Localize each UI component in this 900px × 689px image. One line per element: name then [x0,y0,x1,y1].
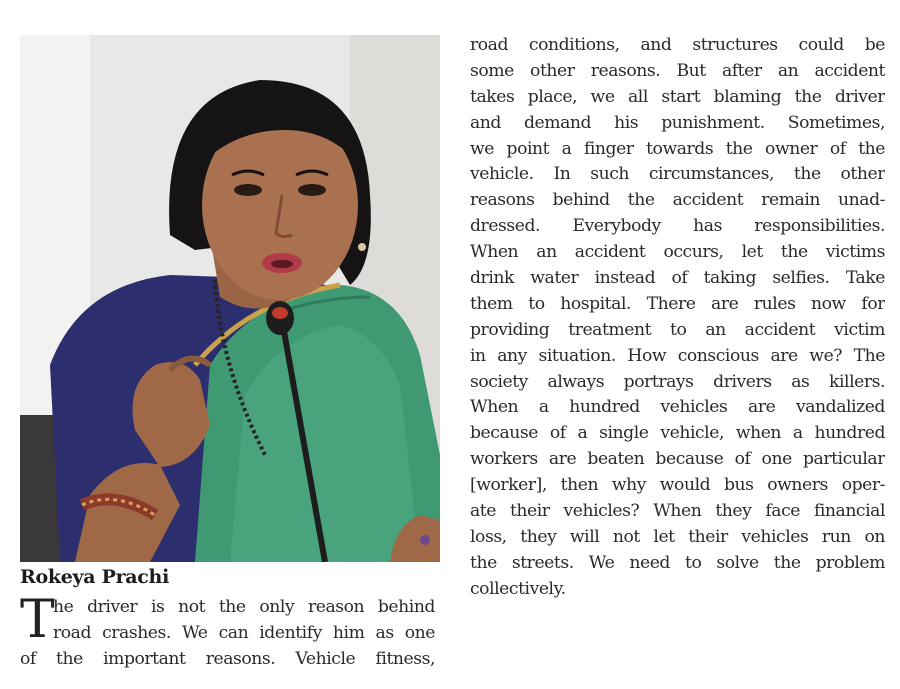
article-line: When a hundred vehicles are vandalized [470,397,885,418]
article-line: in any situation. How conscious are we? The [470,345,885,366]
article-line: ate their vehicles? When they face financial [470,501,885,522]
speaker-photo [20,35,440,562]
article-line: takes place, we all start blaming the driver [470,86,885,107]
article-column-left [20,590,435,673]
article-line: When an accident occurs, let the victims [470,242,885,263]
article-line: he driver is not the only reason behind [53,597,435,617]
article-column-right [470,33,885,603]
article-line: loss, they will not let their vehicles run on [470,526,885,547]
article-line: some other reasons. But after an accident [470,60,885,81]
article-line: road crashes. We can identify him as one [53,622,435,643]
article-line: vehicle. In such circumstances, the other [470,164,885,185]
article-line: and demand his punishment. Sometimes, [470,112,885,133]
article-line: them to hospital. There are rules now for [470,293,885,314]
article-line: workers are beaten because of one particular [470,449,885,470]
speaker-name: Rokeya Prachi [20,566,169,588]
article-line: dressed. Everybody has responsibilities. [470,216,885,237]
article-line: because of a single vehicle, when a hundred [470,423,885,444]
article-line: we point a finger towards the owner of the [470,138,885,159]
drop-cap: T [20,590,55,650]
article-line: society always portrays drivers as killers. [470,371,885,392]
speaker-photo-illustration [20,35,440,562]
article-line: road conditions, and structures could be [470,35,885,55]
article-line: reasons behind the accident remain unad- [470,190,885,211]
article-line: collectively. [470,578,566,599]
article-line: providing treatment to an accident victim [470,319,885,340]
article-line: the streets. We need to solve the problem [470,552,885,573]
article-line: drink water instead of taking selfies. Take [470,268,885,289]
article-line: of the important reasons. Vehicle fitness, [20,648,435,669]
article-line: [worker], then why would bus owners oper- [470,475,885,496]
